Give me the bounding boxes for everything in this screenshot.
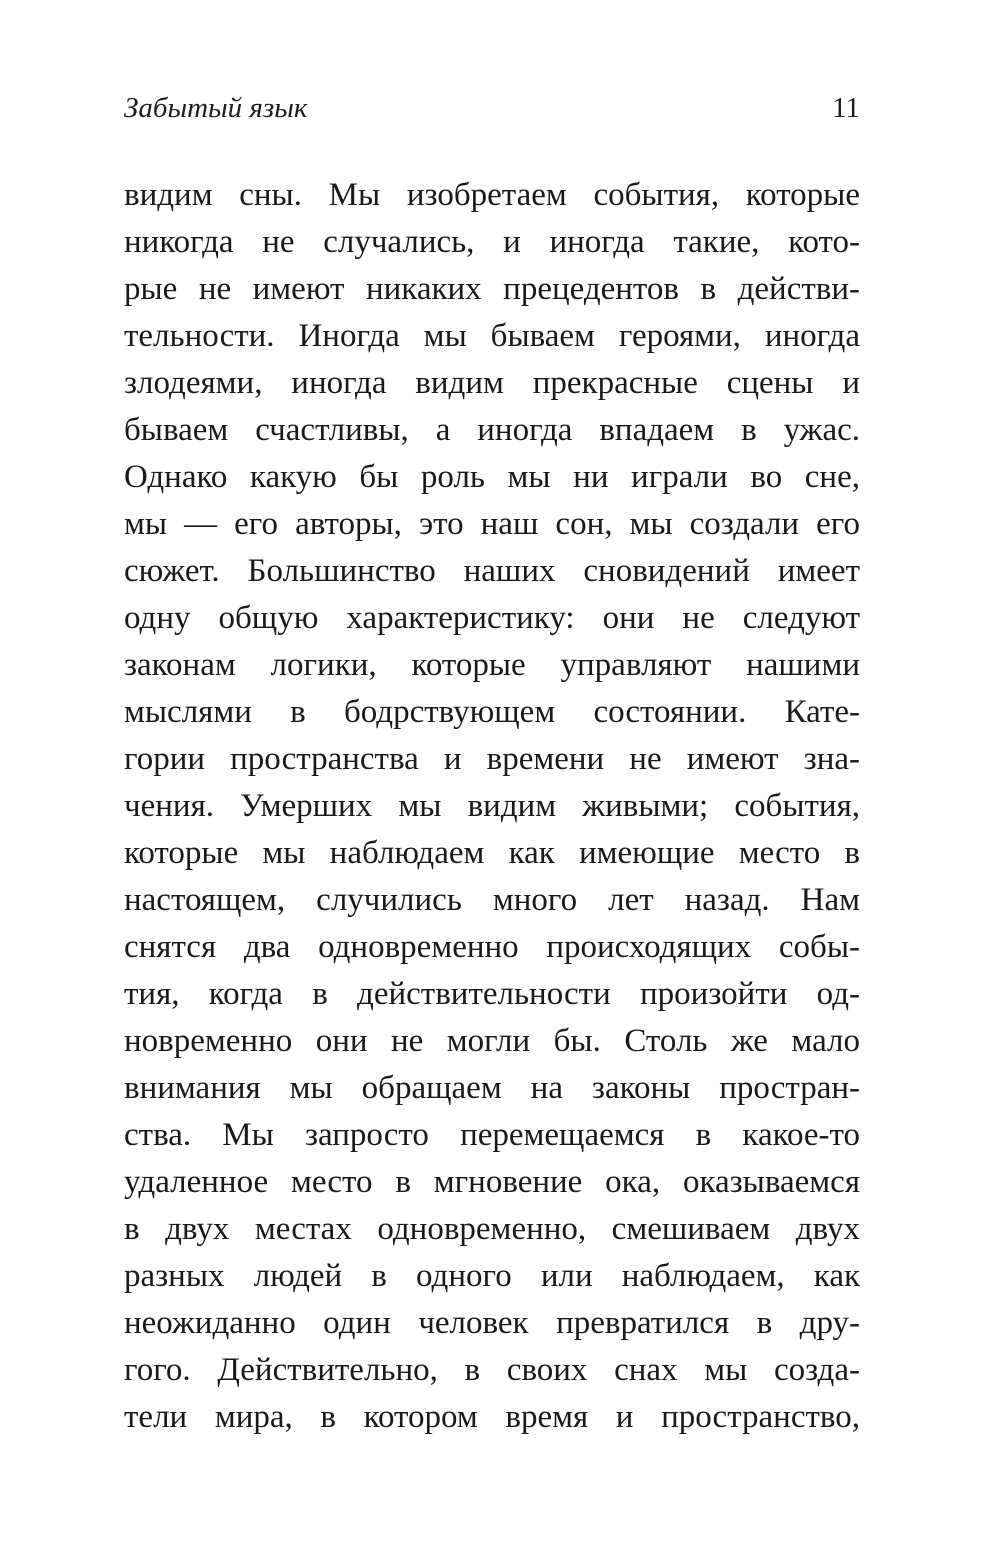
text-line: неожиданно один человек превратился в дру- (124, 1305, 860, 1341)
text-line: мыслями в бодрствующем состоянии. Кате- (124, 694, 860, 730)
text-line: в двух местах одновременно, смешиваем двух (124, 1211, 860, 1247)
text-line: сюжет. Большинство наших сновидений имеет (124, 553, 860, 589)
text-line: тельности. Иногда мы бываем героями, иногда (124, 318, 860, 354)
text-line: мы — его авторы, это наш сон, мы создали его (124, 506, 860, 542)
text-line: Однако какую бы роль мы ни играли во сне, (124, 459, 860, 495)
text-line: снятся два одновременно происходящих собы- (124, 929, 860, 965)
text-line: тия, когда в действительности произойти од- (124, 976, 860, 1012)
text-line: гого. Действительно, в своих снах мы созда- (124, 1352, 860, 1388)
text-line: разных людей в одного или наблюдаем, как (124, 1258, 860, 1294)
text-line: которые мы наблюдаем как имеющие место в (124, 835, 860, 871)
text-line: никогда не случались, и иногда такие, кото- (124, 224, 860, 260)
page-number: 11 (832, 92, 860, 124)
running-title: Забытый язык (124, 92, 308, 124)
text-line: удаленное место в мгновение ока, оказываемся (124, 1164, 860, 1200)
text-line: новременно они не могли бы. Столь же мало (124, 1023, 860, 1059)
text-line: бываем счастливы, а иногда впадаем в ужас. (124, 412, 860, 448)
text-line: гории пространства и времени не имеют зна- (124, 741, 860, 777)
text-line: внимания мы обращаем на законы простран- (124, 1070, 860, 1106)
running-head (124, 88, 860, 128)
text-line: рые не имеют никаких прецедентов в действи- (124, 271, 860, 307)
text-line: ства. Мы запросто перемещаемся в какое-то (124, 1117, 860, 1153)
text-line: одну общую характеристику: они не следуют (124, 600, 860, 636)
text-line: видим сны. Мы изобретаем события, которые (124, 177, 860, 213)
text-line: законам логики, которые управляют нашими (124, 647, 860, 683)
text-line: тели мира, в котором время и пространство, (124, 1399, 860, 1435)
text-line: настоящем, случились много лет назад. Нам (124, 882, 860, 918)
text-line: злодеями, иногда видим прекрасные сцены и (124, 365, 860, 401)
text-line: чения. Умерших мы видим живыми; события, (124, 788, 860, 824)
body-text (124, 172, 860, 1441)
